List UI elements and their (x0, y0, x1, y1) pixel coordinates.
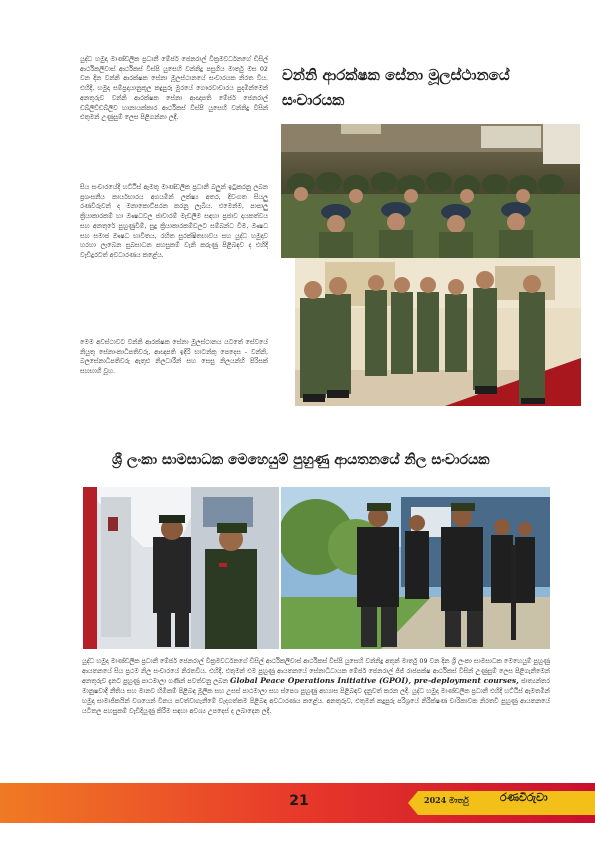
article2-para (82, 657, 550, 757)
photo-troops-seated-image (281, 124, 580, 258)
photo-corridor-inspection-image (83, 487, 279, 649)
article2-para-body: යුද්ධ හමුදා මාණ්ඩලික ප්‍රධානී මේජර් ජෙනරාල් වික්‍රමවර්ධනගේ ඩිසිල් ආර්ථිකලිවාස් ආර්ථිකස් විස්පි යුසෙහි වන්නිදු අතුන් මාර්තු 09 වන දින ශ්‍රී ලංකා සාමසාධක මෙහෙයුම් පුහුණු ආයතනයේ සිය ප්‍රථම නිල සංචාරයේ නිරතවිය. එහිදී, එතුමන් එම පුහුණු ආයතනයේ සේනාධිධායක මේජර් ජෙනරාල් ජිජ් රාජපක්ෂ ආර්ථිකස් විසින් උණුසුම් ලෙස පිළිගැනීමෙන් අනතුරුව දැනට පුහුණු පාඨමාලා ගණින් පවත්වනු ලබන (82, 657, 550, 686)
article1-title-line2: සංචාරයක (282, 91, 345, 109)
article1-title (282, 63, 582, 113)
article1-para3: මෙම අවස්ථාවට වන්නි ආරක්ෂක සේනා මූලස්ථානය යටතේ සේවයේ නියුතු සේනාංකාධිපතිවරු, ආඥාපති ඉදිරි භාටන්කු පෙදෙස - වන්නි, බලසේනාධිපතිවරු ඇතුළු නිලධාරීන් සහ සෙසු නිලයන්හි පිරිසක් සහභාගී වූහ. (80, 338, 268, 376)
photo-standing-group (295, 258, 581, 406)
page-number: 21 (289, 793, 309, 809)
photo-standing-group-image (295, 258, 581, 406)
article2-title: ශ්‍රී ලංකා සාමසාධක මෙහෙයුම් පුහුණු ආයතනයේ නිල සංචාරයක (112, 452, 490, 468)
magazine-name: රණවිරුවා (500, 791, 548, 804)
article2-para-emphasis: Global Peace Operations Initiative (GPOI), pre-deployment courses, (230, 676, 519, 686)
article2-para-tail: ජාත්‍යන්තර මානුෂවාදී නීතිය සහ මානව හිමිකම් පිළිබඳ මූලික සහ උසස් පාඨමාලා සහ ස්පෙශ පුහුණු අභ්‍යාස පිළිබඳව දැනුවත් කරන ලදී. යුද්ධ හමුදා මාණ්ඩලික ප්‍රධානී එහිදී හට්ඨිස් ඇමතමින් හමුදා සාමාජිකයින් වශයෙන් විනය පවත්වාගැනීමේ වැදගත්කම පිළිබඳ අවධාරණය කළේය. අනතුරුව, එතුමන් කදුපුරු පරිශ්‍රයේ නිරීක්ෂණ චාරිකාවක නිරතවී පුහුණු ආයතනයේ යටිතල පහසුකම් වැඩිදියුණු කිරීම සඳහා අවශ්‍ය උපදෙස් ද ලබාදෙන ලදී. (82, 677, 550, 715)
photo-outdoor-walk-image (281, 487, 550, 649)
footer-date: 2024 මාර්තු (424, 795, 469, 805)
article1-para1: යුද්ධ හමුදා මාණ්ඩලික ප්‍රධානී මේජර් ජෙනරාල් වික්‍රමවර්ධනගේ ඩිසිල් ආර්ථිකලිවාස් ආර්ථිකස් විස්පි යුසෙහි වන්නිදු පසුගිය මාර්තු මස 02 වන දින වන්නි ආරක්ෂක සේනා මූලස්ථානයේ සංචාරයක නිරත විය. එහිදී, හමුදා සම්ප්‍රදායානුකූල කදුපුරු මුරයේ ගෞරවාචාරය පුදමින්මෙන් අනතුරුව වන්නි ආරක්ෂක සේනා ආඥාපති මේජර් ජෙනරාල් ඩබ්ලිව්ඩබ්ලිව හානායක්කාර ආර්ථිකස් විස්පි යුසෙහි වන්නිදු විසින් එතුමන් උණුසුම් ලෙස පිළිගන්නා ලදී. (80, 55, 268, 122)
photo-troops-seated (281, 124, 580, 258)
photo-corridor-inspection (83, 487, 279, 649)
article1-para2: සිය සංචාරයේදී හට්ඨිස් ඇමතූ මාණ්ඩලික ප්‍රධානී බලුන් ඉටුකරනු ලබන ප්‍රශංසනීය කාර්යභාරය අගයමින් ලක්ෂ්‍ය අතර, දිවංගත සියලු රණවිරුවන් ද මනාකොට්පරන කරනු ලැබිය. එමෙන්ම, පාපාලු ක්‍රියාකාරකම් හා ඖෂධවල ජාවාරම් මැඩලීම සඳහා ප්‍රජාව දායකත්වය සහ අනතුරේ පුහුණුවීම්, සුදු ක්‍රියාකාරකම්වලට සම්බන්ධ වීම, ඖෂධ සහ සමාජ ඖෂධ භාවිතය, රහිත සුරක්ෂිතභාවය සහ යුද්ධ හමුදාව හරහා ලැබෙන සුබසාධන පහසුකම් වැනි කරුණු පිළිබඳව ද එහිදී වැඩිදුරටත් අවධාරණය කළේය. (80, 183, 268, 259)
photo-outdoor-walk (281, 487, 550, 649)
article1-title-line1: වන්නි ආරක්ෂක සේනා මූලස්ථානයේ (282, 66, 510, 84)
